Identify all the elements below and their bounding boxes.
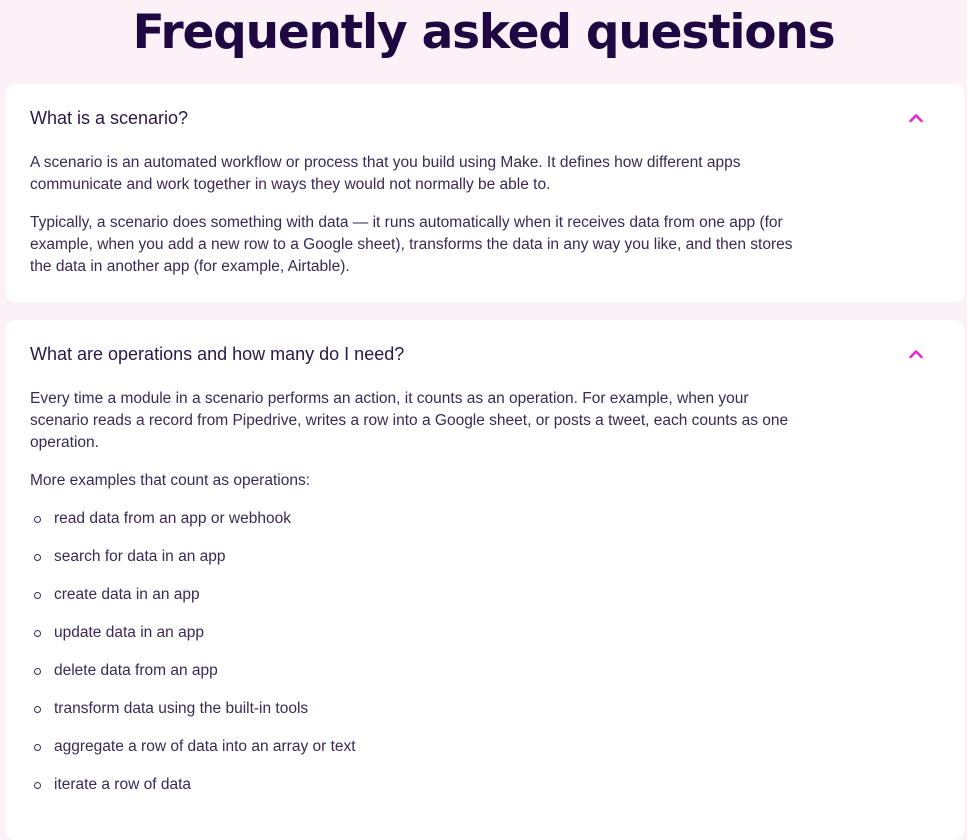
list-item-text: aggregate a row of data into an array or text	[54, 738, 356, 755]
bullet-icon	[34, 782, 41, 789]
bullet-icon	[34, 516, 41, 523]
list-item-text: iterate a row of data	[54, 776, 191, 793]
bullet-icon	[34, 668, 41, 675]
list-item-text: read data from an app or webhook	[54, 510, 291, 527]
bullet-icon	[34, 592, 41, 599]
faq-question-toggle[interactable]	[30, 320, 940, 388]
chevron-up-icon[interactable]	[908, 110, 924, 126]
list-item-text: transform data using the built-in tools	[54, 700, 309, 717]
faq-answer	[30, 152, 800, 278]
bullet-icon	[34, 744, 41, 751]
list-item-text: search for data in an app	[54, 548, 226, 565]
page-title: Frequently asked questions	[132, 5, 835, 60]
list-item	[30, 698, 800, 720]
bullet-icon	[34, 706, 41, 713]
list-item	[30, 774, 800, 796]
answer-paragraph: Typically, a scenario does something with data — it runs automatically when it receives data from one app (for example, when you add a new row to a Google sheet), transforms the data in any way you like, and then stores the data in another app (for example, Airtable).	[30, 214, 793, 275]
bullet-icon	[34, 554, 41, 561]
faq-question: What are operations and how many do I need?	[30, 344, 405, 364]
list-item	[30, 622, 800, 644]
list-item	[30, 660, 800, 682]
faq-answer	[30, 388, 800, 796]
faq-item-operations	[6, 320, 964, 840]
chevron-up-icon[interactable]	[908, 346, 924, 362]
answer-paragraph: A scenario is an automated workflow or process that you build using Make. It defines how different apps communicate and work together in ways they would not normally be able to.	[30, 154, 741, 193]
list-item-text: update data in an app	[54, 624, 204, 641]
list-item	[30, 584, 800, 606]
answer-paragraph: More examples that count as operations:	[30, 472, 311, 489]
bullet-icon	[34, 630, 41, 637]
list-item	[30, 508, 800, 530]
operations-list	[30, 508, 800, 796]
faq-question-toggle[interactable]	[30, 84, 940, 152]
list-item	[30, 546, 800, 568]
list-item-text: create data in an app	[54, 586, 200, 603]
list-item	[30, 736, 800, 758]
list-item-text: delete data from an app	[54, 662, 218, 679]
answer-paragraph: Every time a module in a scenario performs an action, it counts as an operation. For example, when your scenario reads a record from Pipedrive, writes a row into a Google sheet, or posts a tweet, each counts as one operation.	[30, 390, 789, 451]
faq-item-scenario	[6, 84, 964, 302]
faq-question: What is a scenario?	[30, 108, 189, 128]
